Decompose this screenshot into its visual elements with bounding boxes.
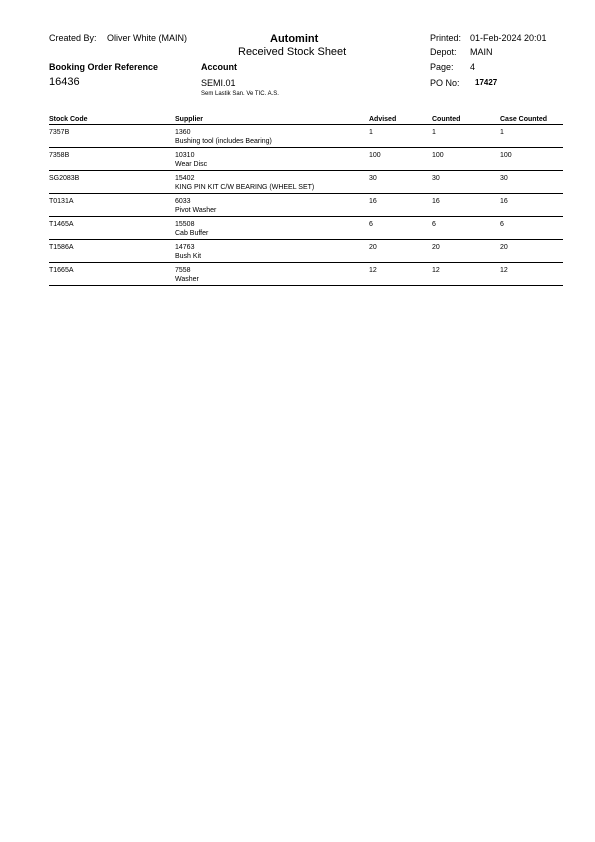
column-header-advised: Advised <box>369 116 397 123</box>
supplier-code: 15402 <box>175 175 195 182</box>
printed-label: Printed: <box>430 33 462 43</box>
counted-qty: 16 <box>432 198 440 205</box>
counted-qty: 100 <box>432 152 444 159</box>
account-code: SEMI.01 <box>201 78 236 88</box>
counted-qty: 6 <box>432 221 436 228</box>
case-counted-qty: 100 <box>500 152 512 159</box>
column-header-counted: Counted <box>432 116 461 123</box>
table-row <box>49 240 563 263</box>
item-description: Pivot Washer <box>175 207 217 214</box>
counted-qty: 20 <box>432 244 440 251</box>
counted-qty: 12 <box>432 267 440 274</box>
sheet-title: Received Stock Sheet <box>238 46 347 58</box>
stock-code: T1465A <box>49 221 74 228</box>
case-counted-qty: 1 <box>500 129 504 136</box>
table-row <box>49 194 563 217</box>
item-description: Bush Kit <box>175 253 202 260</box>
advised-qty: 100 <box>369 152 381 159</box>
advised-qty: 20 <box>369 244 377 251</box>
account-label: Account <box>201 62 237 72</box>
account-name: Sem Lastik San. Ve TIC. A.S. <box>201 91 279 97</box>
column-header-case-counted: Case Counted <box>500 116 548 123</box>
table-row <box>49 263 563 286</box>
created-by-label: Created By: <box>49 33 97 43</box>
created-by-value: Oliver White (MAIN) <box>107 33 188 43</box>
table-row <box>49 171 563 194</box>
table-row <box>49 125 563 148</box>
supplier-cell <box>175 266 199 284</box>
stock-code: 7358B <box>49 152 70 159</box>
booking-order-label: Booking Order Reference <box>49 62 159 72</box>
item-description: Cab Buffer <box>175 230 209 237</box>
stock-code: T1665A <box>49 267 74 274</box>
table-row <box>49 148 563 171</box>
counted-qty: 1 <box>432 129 436 136</box>
supplier-cell <box>175 128 272 146</box>
stock-code: 7357B <box>49 129 70 136</box>
supplier-code: 7558 <box>175 267 191 274</box>
case-counted-qty: 6 <box>500 221 504 228</box>
item-description: Washer <box>175 276 199 283</box>
supplier-cell <box>175 174 314 192</box>
item-description: Bushing tool (includes Bearing) <box>175 138 272 145</box>
case-counted-qty: 20 <box>500 244 508 251</box>
table-row <box>49 217 563 240</box>
stock-code: T1586A <box>49 244 74 251</box>
stock-code: SG2083B <box>49 175 80 182</box>
advised-qty: 1 <box>369 129 373 136</box>
depot-label: Depot: <box>430 47 457 57</box>
advised-qty: 12 <box>369 267 377 274</box>
advised-qty: 6 <box>369 221 373 228</box>
column-header-supplier: Supplier <box>175 116 204 123</box>
item-description: Wear Disc <box>175 161 208 168</box>
supplier-code: 15508 <box>175 221 195 228</box>
counted-qty: 30 <box>432 175 440 182</box>
advised-qty: 30 <box>369 175 377 182</box>
page-label: Page: <box>430 62 454 72</box>
supplier-cell <box>175 243 201 261</box>
case-counted-qty: 12 <box>500 267 508 274</box>
depot-value: MAIN <box>470 47 493 57</box>
case-counted-qty: 30 <box>500 175 508 182</box>
po-value: 17427 <box>475 78 498 87</box>
supplier-code: 14763 <box>175 244 195 251</box>
stock-code: T0131A <box>49 198 74 205</box>
stock-table <box>49 114 563 286</box>
po-label: PO No: <box>430 78 460 88</box>
supplier-code: 1360 <box>175 129 191 136</box>
column-header-stock-code: Stock Code <box>49 116 88 123</box>
item-description: KING PIN KIT C/W BEARING (WHEEL SET) <box>175 184 315 191</box>
printed-value: 01-Feb-2024 20:01 <box>470 33 547 43</box>
supplier-code: 6033 <box>175 198 191 205</box>
supplier-cell <box>175 151 207 169</box>
table-header <box>49 114 563 125</box>
booking-order-value: 16436 <box>49 76 80 88</box>
company-name: Automint <box>270 33 319 45</box>
case-counted-qty: 16 <box>500 198 508 205</box>
supplier-code: 10310 <box>175 152 195 159</box>
advised-qty: 16 <box>369 198 377 205</box>
supplier-cell <box>175 220 208 238</box>
supplier-cell <box>175 197 216 215</box>
page-value: 4 <box>470 62 476 72</box>
